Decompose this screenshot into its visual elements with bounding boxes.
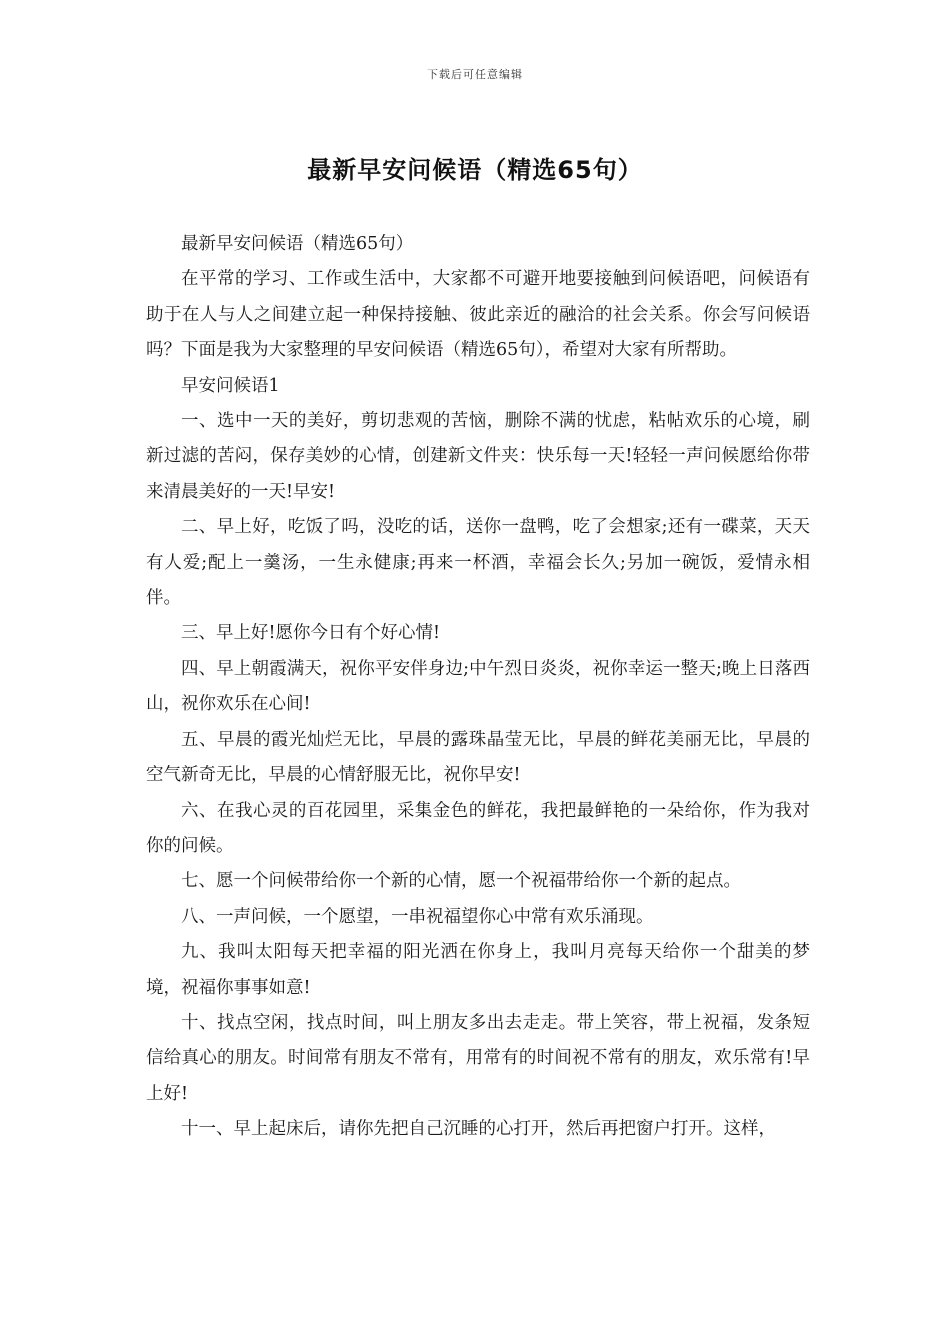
- paragraph: 最新早安问候语（精选65句）: [181, 234, 414, 254]
- paragraph: 早安问候语1: [181, 375, 280, 396]
- paragraph: 八、一声问候，一个愿望，一串祝福望你心中常有欢乐涌现。: [181, 906, 654, 927]
- paragraph: 四、早上朝霞满天，祝你平安伴身边;中午烈日炎炎，祝你幸运一整天;晚上日落西山，祝你欢乐在心间!: [146, 658, 810, 715]
- document-title: 最新早安问候语（精选65句）: [307, 156, 643, 184]
- paragraph: 五、早晨的霞光灿烂无比，早晨的露珠晶莹无比，早晨的鲜花美丽无比，早晨的空气新奇无比，早晨的心情舒服无比，祝你早安!: [146, 729, 810, 786]
- paragraph: 六、在我心灵的百花园里，采集金色的鲜花，我把最鲜艳的一朵给你，作为我对你的问候。: [146, 800, 810, 856]
- header-note: 下载后可任意编辑: [427, 68, 523, 81]
- paragraph: 十一、早上起床后，请你先把自己沉睡的心打开，然后再把窗户打开。这样，: [181, 1119, 776, 1140]
- paragraph: 一、选中一天的美好，剪切悲观的苦恼，删除不满的忧虑，粘帖欢乐的心境，刷新过滤的苦闷，保存美妙的心情，创建新文件夹：快乐每一天!轻轻一声问候愿给你带来清晨美好的一天!早安!: [146, 411, 810, 502]
- paragraph: 在平常的学习、工作或生活中，大家都不可避开地要接触到问候语吧，问候语有助于在人与人之间建立起一种保持接触、彼此亲近的融洽的社会关系。你会写问候语吗？下面是我为大家整理的早安问候语（精选65句），希望对大家有所帮助。: [146, 269, 810, 361]
- paragraph: 七、愿一个问候带给你一个新的心情，愿一个祝福带给你一个新的起点。: [181, 871, 741, 892]
- paragraph: 十、找点空闲，找点时间，叫上朋友多出去走走。带上笑容，带上祝福，发条短信给真心的朋友。时间常有朋友不常有，用常有的时间祝不常有的朋友，欢乐常有!早上好!: [146, 1012, 810, 1104]
- paragraph: 九、我叫太阳每天把幸福的阳光洒在你身上，我叫月亮每天给你一个甜美的梦境，祝福你事事如意!: [146, 942, 810, 998]
- document-body: [146, 227, 810, 1148]
- paragraph: 二、早上好，吃饭了吗，没吃的话，送你一盘鸭，吃了会想家;还有一碟菜，天天有人爱;配上一羹汤，一生永健康;再来一杯酒，幸福会长久;另加一碗饭，爱情永相伴。: [146, 517, 810, 609]
- paragraph: 三、早上好!愿你今日有个好心情!: [181, 623, 441, 644]
